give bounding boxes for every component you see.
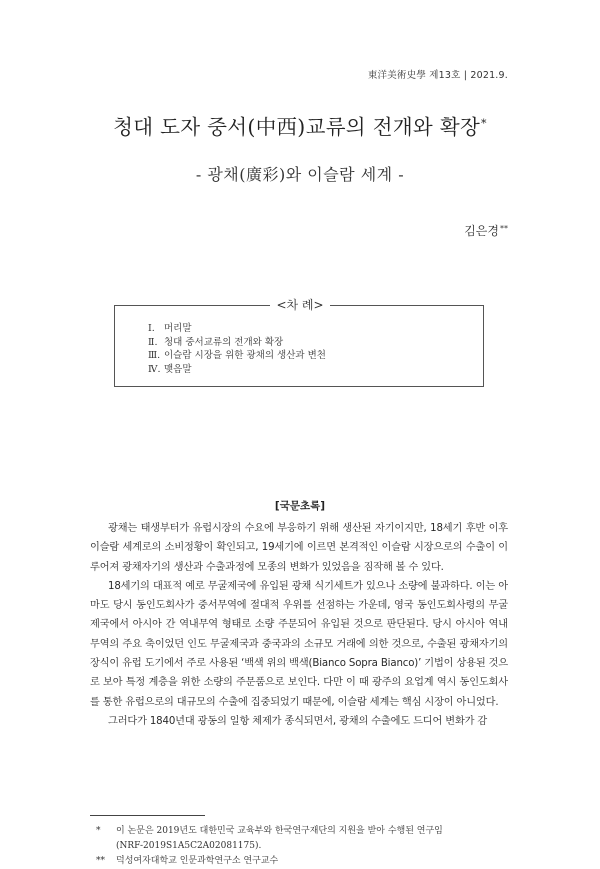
toc-item[interactable]	[148, 363, 326, 377]
toc-item-label: 맺음말	[164, 363, 192, 375]
toc-list	[148, 322, 326, 376]
footnote-mark: *	[96, 826, 101, 836]
footnote-divider	[90, 815, 205, 816]
abstract-paragraph: 광채는 태생부터가 유럽시장의 수요에 부응하기 위해 생산된 자기이지만, 18세기 후반 이후 이슬람 세계로의 소비정황이 확인되고, 19세기에 이르면 본격적인 이슬람 시장으로의 수출이 이루어져 광채자기의 생산과 수출과정에 모종의 변화가 있었음을 짐작해 볼 수 있다.	[90, 523, 508, 573]
toc-item[interactable]	[148, 336, 326, 350]
article-title-text: 청대 도자 중서(中西)교류의 전개와 확장	[113, 115, 481, 139]
footnote-mark: **	[96, 856, 105, 866]
footnote-text: 덕성여자대학교 인문과학연구소 연구교수	[116, 856, 279, 866]
toc-item-number: Ⅳ.	[148, 363, 161, 375]
footnote-1-continued: (NRF-2019S1A5C2A02081175).	[116, 841, 262, 851]
journal-header: 東洋美術史學 제13호 | 2021.9.	[367, 70, 508, 81]
abstract-paragraph: 18세기의 대표적 예로 무굴제국에 유입된 광채 식기세트가 있으나 소량에 불과하다. 이는 아마도 당시 동인도회사가 중서무역에 절대적 우위를 선점하는 가운데, 영국 동인도회사령의 무굴제국에서 아시아 간 역내무역 형태로 소량 주문되어 유입된 것으로 판단된다. 당시 아시아 역내무역의 주요 축이었던 인도 무굴제국과 중국과의 소규모 거래에 의한 것으로, 수출된 광채자기의 장식이 유럽 도기에서 주로 사용된 ‘백색 위의 백색(Bianco Sopra Bianco)’ 기법이 상용된 것으로 보아 특정 계층을 위한 소량의 주문품으로 보인다. 다만 이 때 광주의 요업계 역시 동인도회사를 통한 유럽으로의 대규모의 수출에 집중되었기 때문에, 이슬람 세계는 핵심 시장이 아니었다.	[90, 580, 508, 708]
toc-item-label: 청대 중서교류의 전개와 확장	[164, 336, 284, 348]
footnote-text: 이 논문은 2019년도 대한민국 교육부와 한국연구재단의 지원을 받아 수행된 연구임	[116, 826, 443, 836]
toc-item-number: Ⅰ.	[148, 323, 155, 334]
article-subtitle: - 광채(廣彩)와 이슬람 세계 -	[195, 165, 405, 184]
toc-item-number: Ⅱ.	[148, 336, 158, 348]
footnote-2	[96, 854, 516, 869]
author-name-text: 김은경	[464, 224, 499, 238]
toc-item[interactable]	[148, 322, 326, 336]
article-title	[0, 110, 600, 140]
footnote-1	[96, 824, 516, 839]
toc-item-label: 이슬람 시장을 위한 광채의 생산과 변천	[164, 350, 326, 361]
footnotes	[96, 824, 516, 869]
toc-item-number: Ⅲ.	[148, 350, 161, 361]
abstract-paragraph: 그러다가 1840년대 광동의 일항 체제가 종식되면서, 광채의 수출에도 드디어 변화가 감	[108, 715, 488, 727]
title-footnote-mark[interactable]: *	[481, 117, 487, 130]
author-name	[464, 222, 508, 239]
abstract-heading: [국문초록]	[274, 500, 326, 512]
author-footnote-mark[interactable]: **	[500, 224, 508, 233]
toc-heading	[0, 296, 600, 313]
abstract-body	[90, 519, 508, 731]
toc-heading-text: <차 례>	[270, 298, 329, 312]
toc-item[interactable]	[148, 349, 326, 363]
toc-item-label: 머리말	[164, 323, 192, 334]
